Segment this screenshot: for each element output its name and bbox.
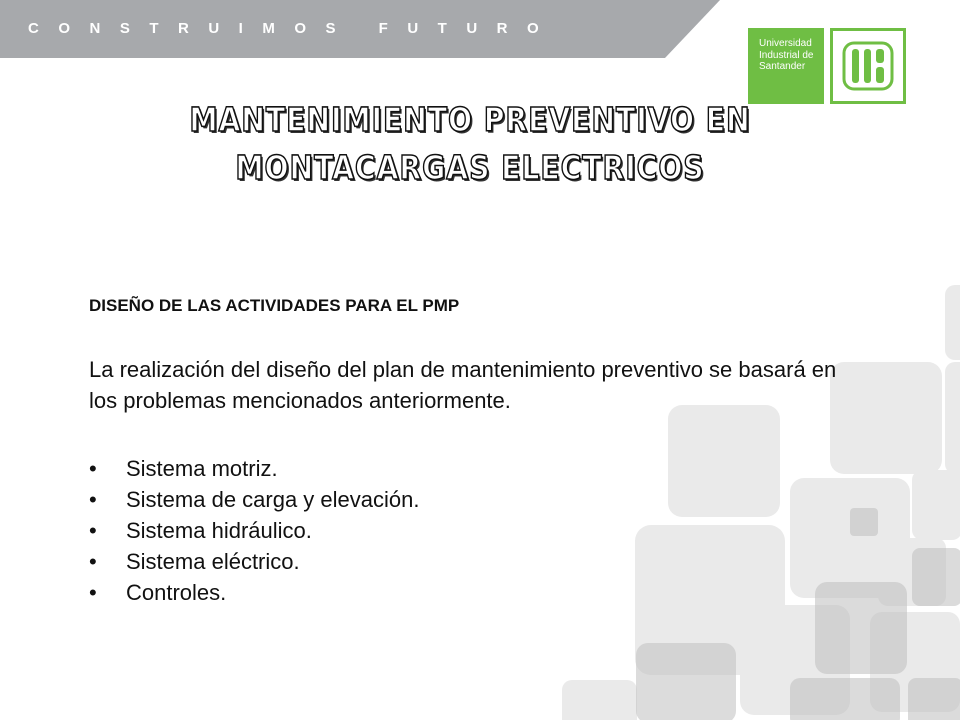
- uis-seal-icon: [839, 37, 897, 95]
- system-list: [89, 453, 420, 608]
- tagline: CONSTRUIMOS FUTURO: [28, 20, 559, 37]
- university-name: Universidad Industrial de Santander: [748, 28, 824, 104]
- list-item: • Sistema motriz.: [89, 453, 420, 484]
- list-item: • Sistema hidráulico.: [89, 515, 420, 546]
- title-line-2: MONTACARGAS ELECTRICOS: [235, 148, 705, 187]
- list-item: • Sistema eléctrico.: [89, 546, 420, 577]
- slide-title: [169, 96, 771, 192]
- intro-paragraph: La realización del diseño del plan de mantenimiento preventivo se basará en los problemas mencionados anteriormente.: [89, 357, 837, 413]
- title-line-1: MANTENIMIENTO PREVENTIVO EN: [189, 100, 751, 139]
- list-item: • Controles.: [89, 577, 420, 608]
- uis-seal-logo: [830, 28, 906, 104]
- section-subheading: DISEÑO DE LAS ACTIVIDADES PARA EL PMP: [89, 296, 460, 315]
- list-item: • Sistema de carga y elevación.: [89, 484, 420, 515]
